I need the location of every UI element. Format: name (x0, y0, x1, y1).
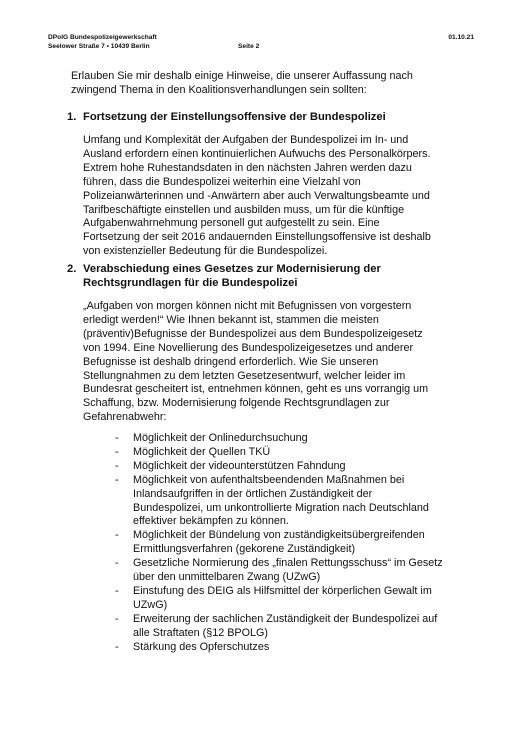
title-line: Rechtsgrundlagen für die Bundespolizei (83, 277, 298, 290)
text-line: Tarifbeschäftigte einstellen und ausbilden muss, um für die künftige (83, 203, 405, 216)
text-line: Stärkung des Opferschutzes (133, 640, 270, 653)
text-line: Umfang und Komplexität der Aufgaben der Bundespolizei im In- und (83, 134, 409, 146)
list-item (115, 432, 443, 446)
text-line: zwingend Thema in den Koalitionsverhandlungen sein sollten: (71, 83, 367, 96)
bullet-dash: - (115, 432, 119, 444)
bullet-list (115, 432, 443, 655)
text-line: Aufgabenwahrnehmung personell gut aufgestellt zu sein. Eine (83, 217, 380, 230)
text-line: Gefahrenabwehr: (83, 411, 167, 424)
text-line: Möglichkeit von aufenthaltsbeendenden Maßnahmen bei (133, 473, 405, 486)
text-line: Inlandsaufgriffen in der örtlichen Zuständigkeit der (133, 487, 373, 500)
text-line: Schaffung, bzw. Modernisierung folgende Rechtsgrundlagen zur (83, 397, 390, 410)
text-line: Ausland erfordern einen kontinuierlichen Aufwuchs des Personalkörpers. (83, 147, 431, 160)
list-item (115, 474, 443, 530)
header-organization: DPolG Bundespolizeigewerkschaft (48, 34, 157, 41)
text-line: erledigt werden!“ Wie Ihnen bekannt ist, stammen die meisten (83, 313, 379, 326)
list-item (115, 557, 443, 585)
section-number: 1. (67, 111, 77, 123)
text-line: UZwG) (133, 598, 168, 611)
header-date: 01.10.21 (448, 34, 474, 41)
list-item (115, 460, 443, 474)
intro-paragraph (71, 70, 491, 98)
list-item (115, 446, 443, 460)
bullet-dash: - (115, 459, 119, 472)
text-line: Gesetzliche Normierung des „finalen Rettungsschuss“ im Gesetz (133, 557, 443, 570)
text-line: Möglichkeit der Onlinedurchsuchung (133, 432, 308, 444)
text-line: alle Straftaten (§12 BPOLG) (133, 626, 269, 639)
list-item (115, 641, 443, 655)
bullet-dash: - (115, 557, 119, 570)
text-line: über den unmittelbaren Zwang (UZwG) (133, 571, 321, 584)
title-line: Verabschiedung eines Gesetzes zur Modernisierung der (83, 263, 381, 275)
text-line: Stellungnahmen zu dem letzten Gesetzesentwurf, welcher leider im (83, 369, 406, 382)
text-line: Fortsetzung der seit 2016 andauernden Einstellungsoffensive ist deshalb (83, 231, 431, 244)
text-line: Einstufung des DEIG als Hilfsmittel der körperlichen Gewalt im (133, 584, 432, 597)
bullet-dash: - (115, 584, 119, 597)
text-line: effektiver bekämpfen zu können. (133, 515, 289, 528)
text-line: Extrem hohe Ruhestandsdaten in den nächsten Jahren werden dazu (83, 161, 412, 174)
bullet-dash: - (115, 612, 119, 625)
text-line: „Aufgaben von morgen können nicht mit Befugnissen von vorgestern (83, 300, 412, 312)
text-line: Möglichkeit der videounterstützen Fahndung (133, 459, 346, 472)
header-address: Seelower Straße 7 • 10439 Berlin (48, 43, 150, 50)
bullet-dash: - (115, 473, 119, 486)
text-line: Bundespolizei, um unkontrollierte Migration nach Deutschland (133, 501, 429, 514)
list-item (115, 585, 443, 613)
text-line: Befugnisse ist deshalb dringend erforderlich. Wie Sie unseren (83, 355, 379, 368)
section-1-body (83, 134, 483, 259)
text-line: Polizeianwärterinnen und -Anwärtern aber auch Verwaltungsbeamte und (83, 189, 430, 202)
text-line: von 1994. Eine Novellierung des Bundespolizeigesetzes und anderer (83, 341, 414, 354)
text-line: Erweiterung der sachlichen Zuständigkeit der Bundespolizei auf (133, 612, 438, 625)
text-line: Möglichkeit der Bündelung von zuständigkeitsübergreifenden (133, 529, 425, 542)
list-item (115, 529, 443, 557)
bullet-dash: - (115, 529, 119, 542)
text-line: (präventiv)Befugnisse der Bundespolizei aus dem Bundespolizeigesetz (83, 327, 423, 340)
text-line: von existenzieller Bedeutung für die Bundespolizei. (83, 245, 328, 258)
text-line: Erlauben Sie mir deshalb einige Hinweise, die unserer Auffassung nach (71, 70, 413, 82)
list-item (115, 613, 443, 641)
text-line: Bundesrat gescheitert ist, entnehmen können, geht es uns vorrangig um (83, 383, 429, 396)
section-title (83, 262, 381, 290)
section-2-body (83, 300, 483, 425)
text-line: führen, dass die Bundespolizei weiterhin eine Vielzahl von (83, 175, 361, 188)
bullet-dash: - (115, 445, 119, 458)
text-line: Ermittlungsverfahren (gekorene Zuständigkeit) (133, 543, 356, 556)
section-title: Fortsetzung der Einstellungsoffensive der Bundespolizei (83, 111, 386, 123)
text-line: Möglichkeit der Quellen TKÜ (133, 445, 271, 458)
section-number: 2. (67, 263, 77, 275)
bullet-dash: - (115, 640, 119, 653)
header-page-number: Seite 2 (238, 43, 260, 50)
